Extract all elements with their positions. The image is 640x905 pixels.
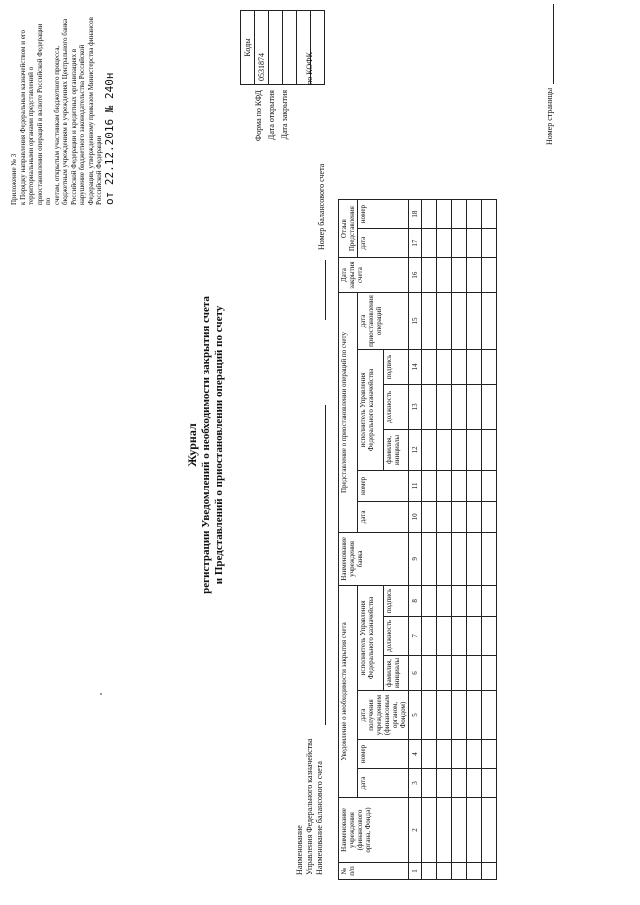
table-cell[interactable] (437, 229, 452, 258)
col-num: 8 (409, 585, 422, 616)
table-cell[interactable] (482, 229, 497, 258)
col-bank: Наименование учреждения банка (339, 532, 409, 585)
page-number-label: Номер страницы (545, 87, 554, 145)
col-num: 17 (409, 229, 422, 258)
table-row (437, 200, 452, 880)
col-notice-exec: исполнитель Управления Федерального казначейства (358, 585, 384, 690)
table-cell[interactable] (437, 585, 452, 616)
codes-label-close: Дата закрытия (280, 90, 289, 140)
table-row (482, 200, 497, 880)
col-num: 5 (409, 691, 422, 740)
page-number-field[interactable] (553, 4, 554, 84)
appendix-signature: от 22.12.2016 № 240н (102, 72, 116, 205)
table-cell[interactable] (437, 429, 452, 470)
table-cell[interactable] (422, 200, 437, 229)
fed-label: Управления Федерального казначейства (305, 738, 314, 875)
col-recall-number: номер (358, 200, 409, 229)
page-number (545, 4, 554, 145)
table-cell[interactable] (422, 532, 437, 585)
table-cell[interactable] (422, 769, 437, 798)
col-num: 7 (409, 616, 422, 655)
table-cell[interactable] (422, 229, 437, 258)
table-cell[interactable] (437, 798, 452, 863)
col-num: 16 (409, 258, 422, 293)
col-suspension-date: дата приостановления операций (358, 293, 409, 350)
table-cell[interactable] (422, 293, 437, 350)
table-cell[interactable] (482, 691, 497, 740)
table-cell[interactable] (452, 863, 467, 880)
table-cell[interactable] (437, 616, 452, 655)
appendix-line: счетам, открытым участникам бюджетного процесса, (52, 45, 61, 205)
table-cell[interactable] (452, 429, 467, 470)
col-received-date: дата получения учреждением (финансовым органом, Фондом) (358, 691, 409, 740)
table-cell[interactable] (437, 691, 452, 740)
col-pres-sign: подпись (383, 349, 409, 384)
col-notice-date: дата (358, 769, 409, 798)
table-cell[interactable] (482, 349, 497, 384)
table-cell[interactable] (467, 384, 482, 429)
table-cell[interactable] (437, 293, 452, 350)
table-cell[interactable] (467, 798, 482, 863)
table-cell[interactable] (482, 585, 497, 616)
col-pres-fio: фамилия, инициалы (383, 429, 409, 470)
table-row (422, 200, 437, 880)
col-num: 9 (409, 532, 422, 585)
appendix-line: к Порядку направления Федеральным казначейством и его (18, 29, 27, 205)
appendix-line: Российской Федерации (95, 135, 103, 205)
table-cell[interactable] (452, 470, 467, 501)
table-cell[interactable] (467, 200, 482, 229)
table-cell[interactable] (467, 429, 482, 470)
col-pres-position: должность (383, 384, 409, 429)
codes-header: Коды (241, 11, 255, 85)
table-cell[interactable] (482, 769, 497, 798)
col-notice-fio: фамилия, инициалы (383, 655, 409, 690)
appendix-line: Приложение № 3 (10, 153, 18, 205)
table-cell[interactable] (467, 501, 482, 532)
appendix-line: Российской Федерации и кредитных организациях в (69, 48, 78, 205)
table-cell[interactable] (452, 258, 467, 293)
col-notice-sign: подпись (383, 585, 409, 616)
col-recall-date: дата (358, 229, 409, 258)
table-cell[interactable] (422, 691, 437, 740)
table-row (452, 200, 467, 880)
appendix-line: территориальными органами представлений о (27, 66, 35, 205)
col-num: 3 (409, 769, 422, 798)
col-pres-exec: исполнитель Управления Федерального казначейства (358, 349, 384, 470)
table-cell[interactable] (437, 532, 452, 585)
col-num: 13 (409, 384, 422, 429)
col-num: 6 (409, 655, 422, 690)
fed-name-field[interactable] (325, 405, 326, 725)
table-row (467, 200, 482, 880)
table-cell[interactable] (452, 585, 467, 616)
journal-table (338, 199, 497, 880)
table-cell[interactable] (437, 258, 452, 293)
balance-number-field[interactable] (325, 260, 326, 320)
table-cell[interactable] (467, 229, 482, 258)
table-cell[interactable] (467, 655, 482, 690)
table-cell[interactable] (467, 349, 482, 384)
table-cell[interactable] (422, 585, 437, 616)
table-cell[interactable] (482, 798, 497, 863)
appendix-line: нарушение бюджетного законодательства Российской (78, 44, 86, 205)
document-title (185, 275, 226, 615)
col-notice-number: номер (358, 740, 409, 769)
balance-number-label: Номер балансового счета (317, 163, 326, 250)
title-line-1: Журнал (185, 423, 199, 467)
table-cell[interactable] (482, 470, 497, 501)
col-notice-position: должность (383, 616, 409, 655)
appendix-block (10, 15, 114, 205)
col-num: 18 (409, 200, 422, 229)
table-cell[interactable] (452, 616, 467, 655)
col-num: 15 (409, 293, 422, 350)
table-cell[interactable] (437, 501, 452, 532)
table-cell[interactable] (467, 616, 482, 655)
table-cell[interactable] (467, 470, 482, 501)
table-cell[interactable] (422, 258, 437, 293)
table-cell[interactable] (482, 293, 497, 350)
table-cell[interactable] (422, 655, 437, 690)
col-no: № п/п (339, 863, 409, 880)
table-cell[interactable] (482, 863, 497, 880)
table-cell[interactable] (482, 501, 497, 532)
table-cell[interactable] (467, 585, 482, 616)
table-cell[interactable] (452, 532, 467, 585)
table-cell[interactable] (437, 200, 452, 229)
title-line-2: регистрации Уведомлений о необходимости закрытия счета (200, 296, 212, 594)
table-cell[interactable] (467, 769, 482, 798)
table-cell[interactable] (422, 863, 437, 880)
table-cell[interactable] (452, 691, 467, 740)
table-cell[interactable] (422, 349, 437, 384)
table-cell[interactable] (422, 429, 437, 470)
table-cell[interactable] (452, 293, 467, 350)
col-num: 14 (409, 349, 422, 384)
table-cell[interactable] (452, 200, 467, 229)
table-cell[interactable] (452, 769, 467, 798)
col-num: 12 (409, 429, 422, 470)
col-notice: Уведомление о необходимости закрытия счета (339, 585, 358, 797)
title-line-3: и Представлений о приостановлении операций по счету (213, 305, 225, 585)
table-cell[interactable] (452, 501, 467, 532)
codes-value-kfd: 0531874 (255, 11, 269, 85)
table-cell[interactable] (422, 501, 437, 532)
table-cell[interactable] (452, 798, 467, 863)
table-cell[interactable] (452, 384, 467, 429)
table-cell[interactable] (437, 863, 452, 880)
scan-artifact (100, 693, 102, 695)
table-cell[interactable] (437, 349, 452, 384)
federal-treasury-label (295, 739, 325, 875)
table-cell[interactable] (452, 740, 467, 769)
table-cell[interactable] (437, 769, 452, 798)
codes-value-open (269, 11, 283, 85)
table-cell[interactable] (467, 293, 482, 350)
codes-value-close (283, 11, 297, 85)
table-cell[interactable] (467, 532, 482, 585)
table-cell[interactable] (467, 258, 482, 293)
table-cell[interactable] (482, 740, 497, 769)
table-cell[interactable] (422, 798, 437, 863)
table-cell[interactable] (422, 384, 437, 429)
codes-label-open: Дата открытия (267, 90, 276, 141)
appendix-line: Федерации, утвержденному приказом Министерства финансов (86, 17, 95, 205)
col-pres-date: дата (358, 501, 409, 532)
col-num: 11 (409, 470, 422, 501)
table-cell[interactable] (437, 470, 452, 501)
kofk-label: по КОФК (305, 52, 314, 85)
table-cell[interactable] (437, 740, 452, 769)
table-cell[interactable] (482, 532, 497, 585)
table-cell[interactable] (437, 384, 452, 429)
table-cell[interactable] (422, 616, 437, 655)
col-num: 10 (409, 501, 422, 532)
appendix-line: бюджетным учреждениям в учреждениях Центрального банка (61, 18, 69, 205)
col-num: 1 (409, 863, 422, 880)
table-cell[interactable] (482, 429, 497, 470)
table-cell[interactable] (482, 616, 497, 655)
table-cell[interactable] (467, 691, 482, 740)
balance-name-label: Наименование балансового счета (315, 761, 324, 875)
name-label: Наименование (295, 825, 304, 875)
table-cell[interactable] (467, 740, 482, 769)
table-cell[interactable] (422, 740, 437, 769)
appendix-line: приостановлении операций в валюте Российской Федерации по (35, 23, 52, 205)
table-cell[interactable] (482, 384, 497, 429)
table-cell[interactable] (437, 655, 452, 690)
table-cell[interactable] (482, 200, 497, 229)
col-pres-number: номер (358, 470, 409, 501)
col-num: 2 (409, 798, 422, 863)
table-cell[interactable] (482, 655, 497, 690)
codes-label-kfd: Форма по КФД (254, 90, 263, 142)
col-recall: Отзыв Представления (339, 200, 358, 258)
table-cell[interactable] (482, 258, 497, 293)
col-institution: Наименование учреждения (финансового органа, Фонда) (339, 798, 409, 863)
table-cell[interactable] (452, 349, 467, 384)
table-cell[interactable] (452, 655, 467, 690)
col-close-date: Дата закрытия счета (339, 258, 409, 293)
table-cell[interactable] (422, 470, 437, 501)
col-num: 4 (409, 740, 422, 769)
table-cell[interactable] (452, 229, 467, 258)
column-number-row (409, 200, 422, 880)
col-presentation: Представление о приостановлении операций по счету (339, 293, 358, 533)
table-cell[interactable] (467, 863, 482, 880)
